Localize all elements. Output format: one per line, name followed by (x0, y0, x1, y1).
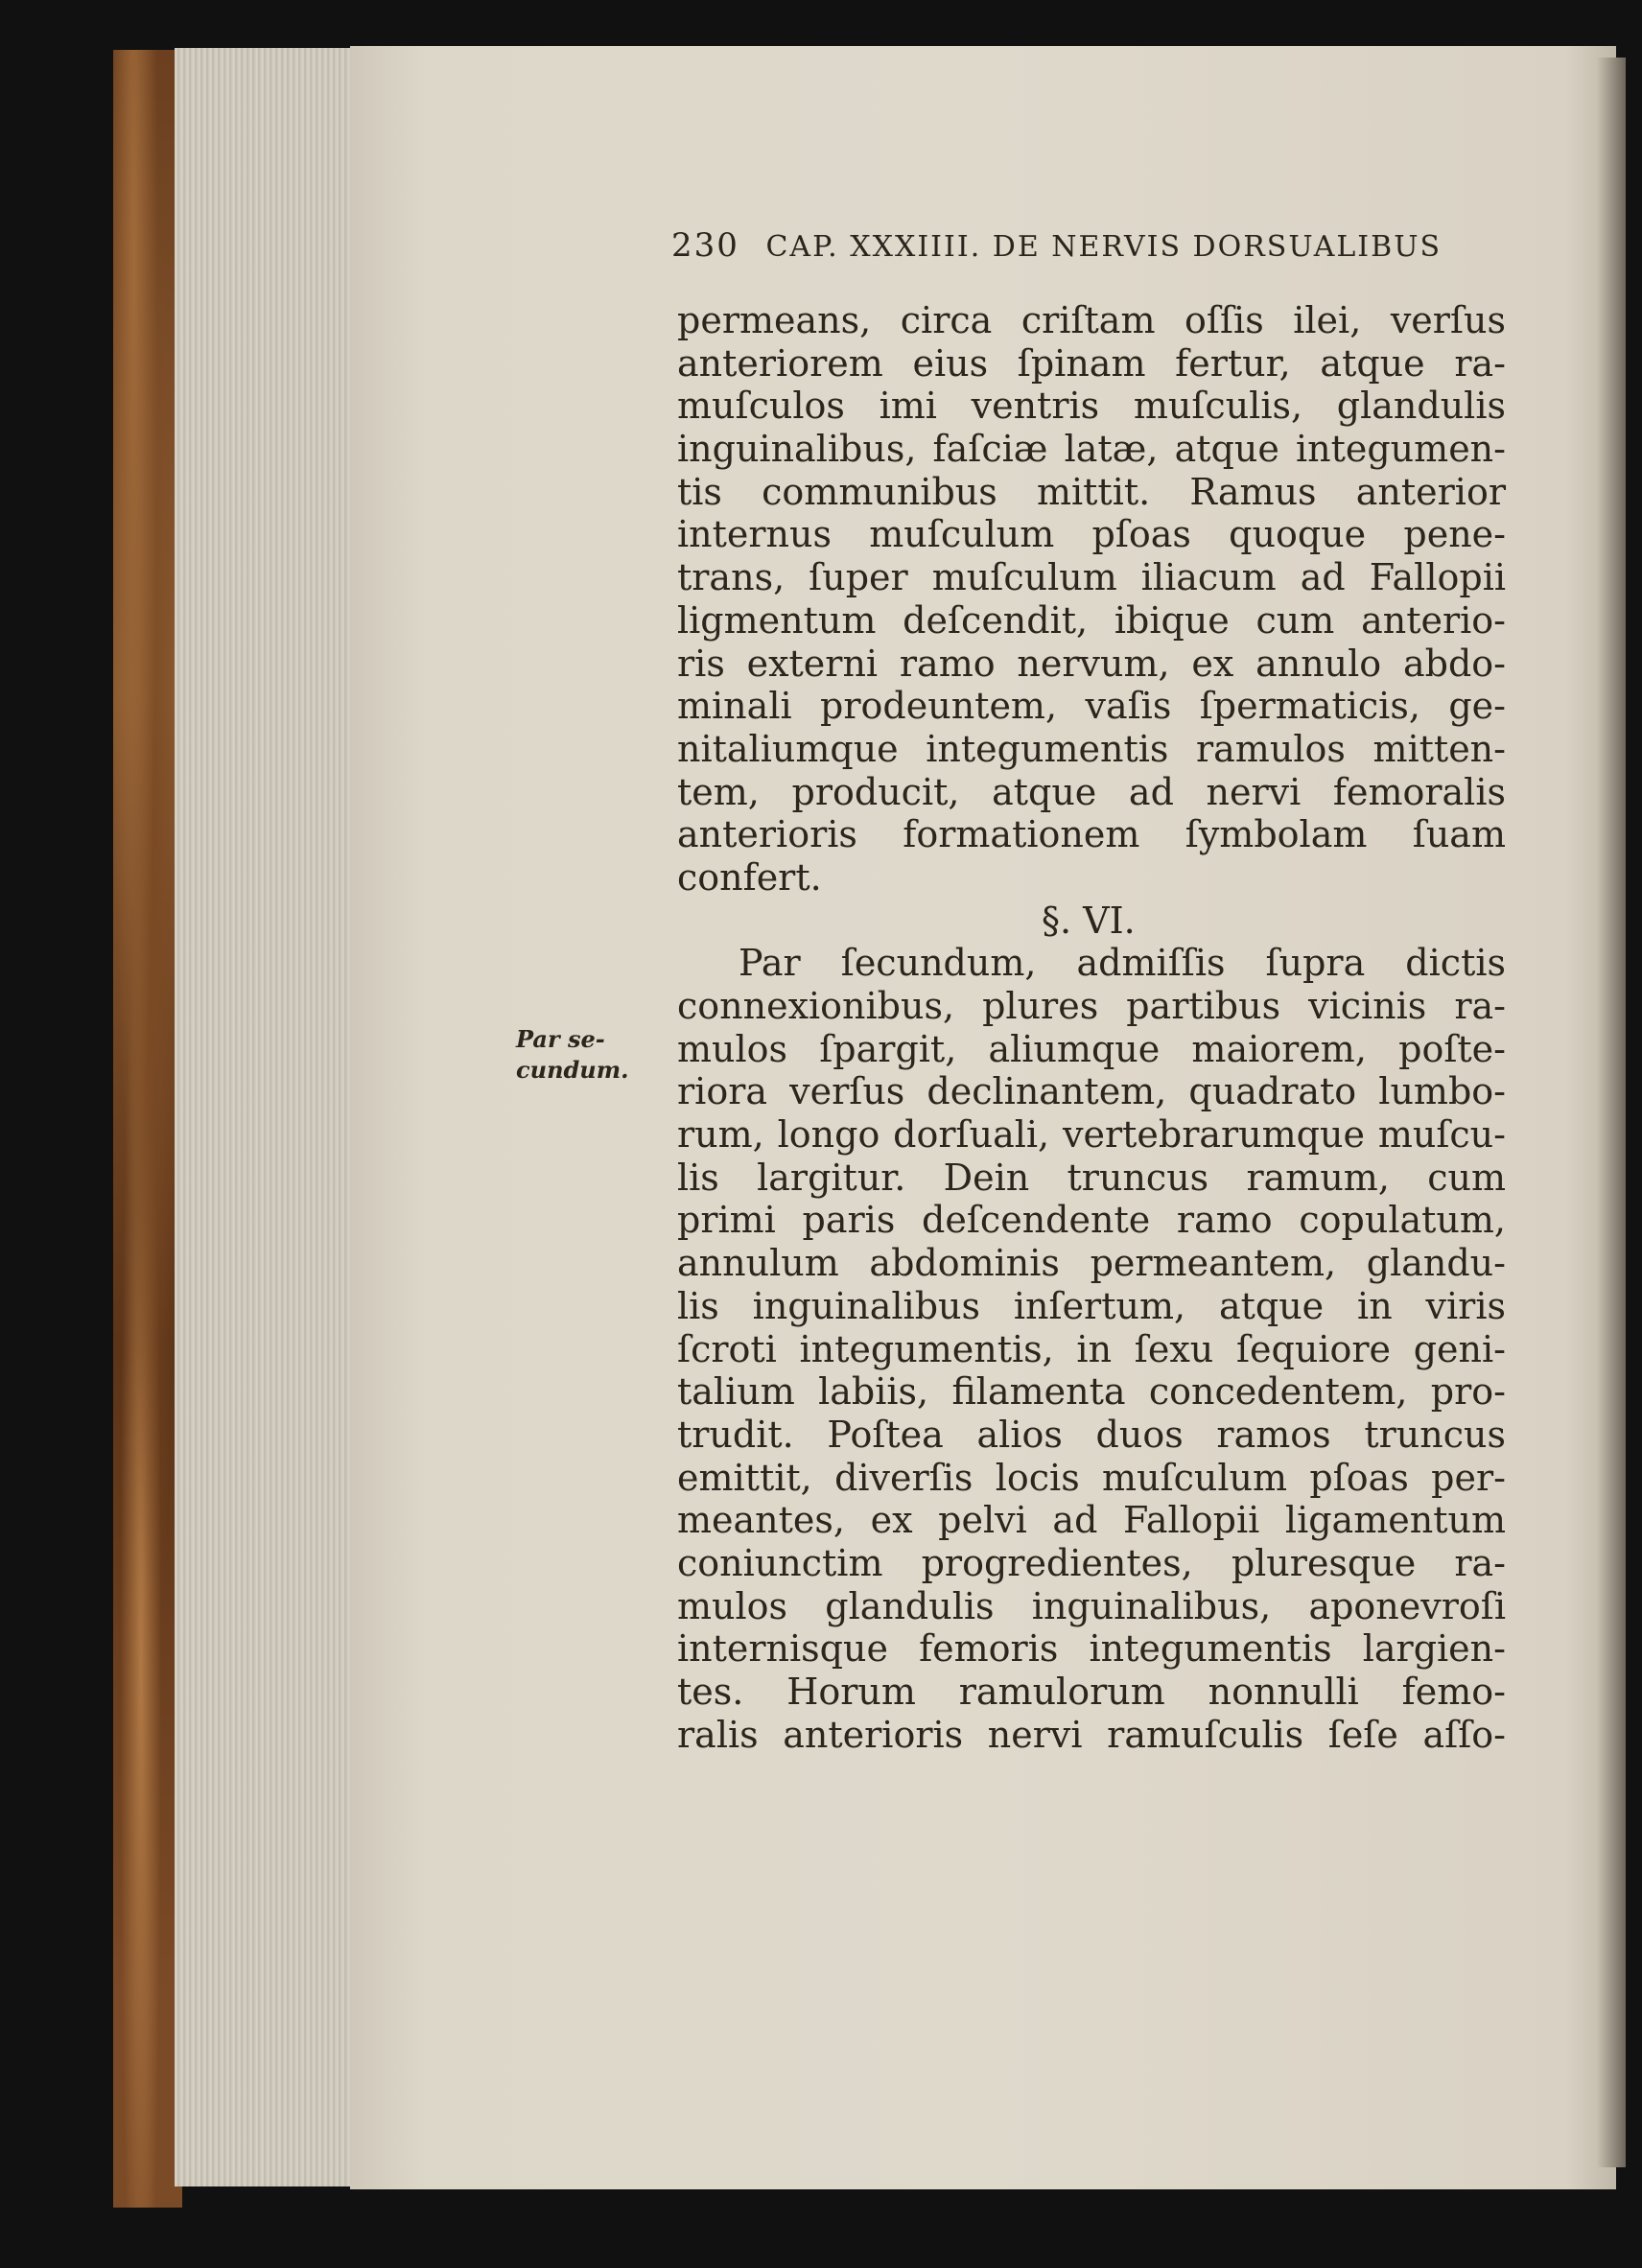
text-line: muſculos imi ventris muſculis, glandulis (677, 385, 1506, 428)
text-line: mulos glandulis inguinalibus, aponevroſi (677, 1584, 1506, 1627)
text-line: ris externi ramo nervum, ex annulo abdo- (677, 642, 1506, 685)
text-line: nitaliumque integumentis ramulos mitten- (677, 727, 1506, 770)
text-line: internisque femoris integumentis largien- (677, 1627, 1506, 1671)
text-line: talium labiis, filamenta concedentem, pro- (677, 1370, 1506, 1414)
text-line: connexionibus, plures partibus vicinis ra- (677, 985, 1506, 1027)
text-line: ralis anterioris nervi ramuſculis ſeſe aſſo- (677, 1713, 1506, 1756)
page-edges (175, 48, 357, 2186)
text-line: emittit, diverſis locis muſculum pſoas per- (677, 1456, 1506, 1499)
text-line: tem, producit, atque ad nervi femoralis (677, 770, 1506, 813)
marbled-book-cover (113, 50, 182, 2208)
text-line: anterioris formationem ſymbolam ſuam (677, 813, 1506, 856)
text-line: coniunctim progredientes, pluresque ra- (677, 1541, 1506, 1584)
text-line: ligmentum deſcendit, ibique cum anterio- (677, 598, 1506, 642)
section-heading: §. VI. (1042, 899, 1136, 942)
text-line: rum, longo dorſuali, vertebrarumque muſcu- (677, 1113, 1506, 1157)
text-line: riora verſus declinantem, quadrato lumbo- (677, 1070, 1506, 1113)
text-line: tes. Horum ramulorum nonnulli femo- (677, 1671, 1506, 1713)
margin-note (516, 1024, 669, 1086)
text-line: inguinalibus, faſciæ latæ, atque integumen- (677, 428, 1506, 471)
gutter-shadow (1597, 58, 1626, 2167)
text-line: trans, ſuper muſculum iliacum ad Fallopii (677, 556, 1506, 599)
text-line: ſcroti integumentis, in ſexu ſequiore geni- (677, 1327, 1506, 1370)
text-line: confert. (677, 855, 822, 899)
margin-note-line: cundum. (516, 1056, 629, 1084)
text-line: annulum abdominis permeantem, glandu- (677, 1242, 1506, 1285)
text-line: trudit. Poſtea alios duos ramos truncus (677, 1413, 1506, 1456)
text-line: tis communibus mittit. Ramus anterior (677, 470, 1506, 513)
text-line: mulos ſpargit, aliumque maiorem, poſte- (677, 1027, 1506, 1070)
page-number: 230 (671, 226, 739, 265)
text-line: primi paris deſcendente ramo copulatum, (677, 1199, 1506, 1242)
text-line: internus muſculum pſoas quoque pene- (677, 513, 1506, 556)
text-line: lis inguinalibus inſertum, atque in viris (677, 1284, 1506, 1327)
running-header (671, 226, 1496, 274)
text-line: meantes, ex pelvi ad Fallopii ligamentum (677, 1499, 1506, 1542)
running-title: CAP. XXXIIII. DE NERVIS DORSUALIBUS (765, 230, 1443, 264)
text-line: permeans, circa criſtam oſſis ilei, verſus (677, 299, 1506, 341)
body-text (677, 299, 1506, 1756)
margin-note-line: Par se- (516, 1025, 605, 1053)
text-line: lis largitur. Dein truncus ramum, cum (677, 1156, 1506, 1199)
text-line: anteriorem eius ſpinam fertur, atque ra- (677, 341, 1506, 385)
text-line: minali prodeuntem, vaſis ſpermaticis, ge- (677, 685, 1506, 728)
text-line: Par ſecundum, admiſſis ſupra dictis (739, 942, 1506, 985)
